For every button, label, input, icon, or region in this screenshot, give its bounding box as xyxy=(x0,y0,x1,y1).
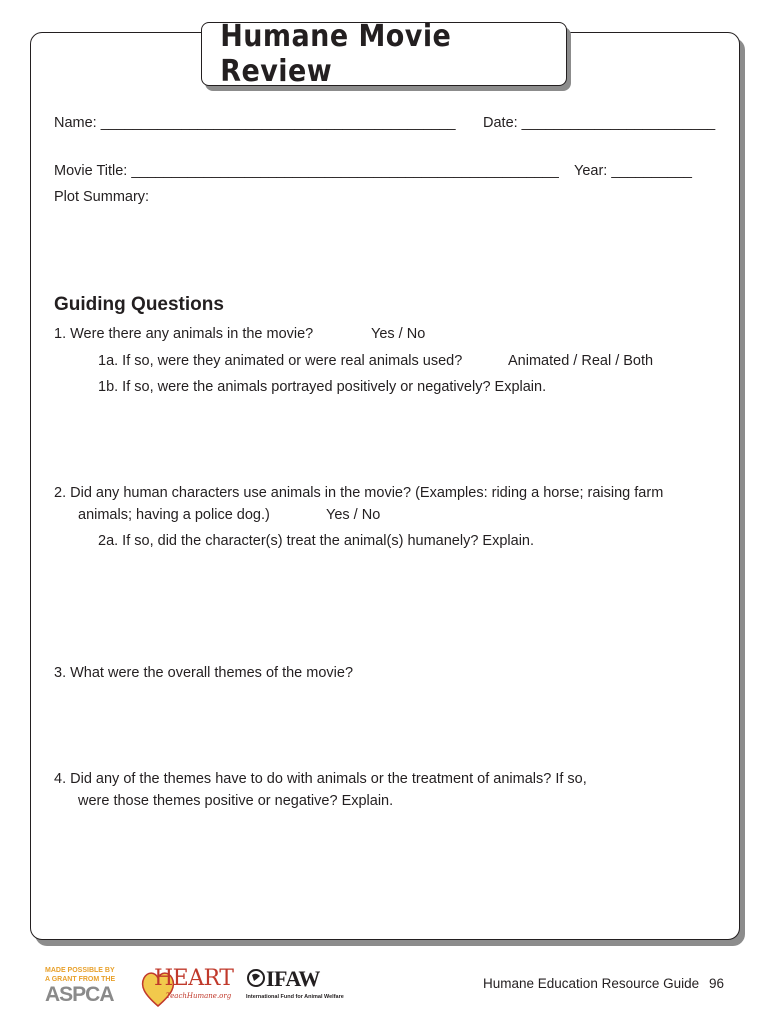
ifaw-globe-icon xyxy=(246,968,266,988)
aspca-name: ASPCA xyxy=(45,983,114,1006)
question-2-line-2: animals; having a police dog.) xyxy=(78,507,270,523)
plot-summary-label: Plot Summary: xyxy=(54,189,150,205)
date-field: Date: ________________________ xyxy=(483,115,716,131)
title-box xyxy=(201,19,567,89)
aspca-tagline-1: MADE POSSIBLE BY xyxy=(45,967,115,974)
question-2-line-1: 2. Did any human characters use animals in the movie? (Examples: riding a horse; raising farm xyxy=(54,485,664,501)
name-field: Name: ____________________________________________ xyxy=(54,115,456,131)
heart-logo xyxy=(140,962,240,1012)
question-1a: 1a. If so, were they animated or were real animals used? xyxy=(98,353,463,369)
question-1: 1. Were there any animals in the movie? xyxy=(54,326,314,342)
heart-url: TeachHumane.org xyxy=(166,992,232,1000)
page-title: Humane Movie Review xyxy=(220,19,452,89)
question-4-line-2: were those themes positive or negative? Explain. xyxy=(78,793,394,809)
aspca-tagline-2: A GRANT FROM THE xyxy=(45,976,116,983)
heart-name: HEART xyxy=(154,966,234,991)
movie-title-field: Movie Title: _____________________________________________________ xyxy=(54,163,559,179)
guide-title: Humane Education Resource Guide xyxy=(483,976,700,991)
question-1b: 1b. If so, were the animals portrayed positively or negatively? Explain. xyxy=(98,379,547,395)
year-field: Year: __________ xyxy=(574,163,692,179)
guiding-questions-heading: Guiding Questions xyxy=(54,294,224,315)
question-1-choices: Yes / No xyxy=(371,326,426,342)
question-4-line-1: 4. Did any of the themes have to do with animals or the treatment of animals? If so, xyxy=(54,771,587,787)
question-2a: 2a. If so, did the character(s) treat the animal(s) humanely? Explain. xyxy=(98,533,535,549)
question-3: 3. What were the overall themes of the movie? xyxy=(54,665,354,681)
ifaw-full-name: International Fund for Animal Welfare xyxy=(246,994,344,1000)
aspca-logo xyxy=(45,966,135,1006)
ifaw-name: IFAW xyxy=(266,966,320,991)
page-number: 96 xyxy=(709,976,725,991)
question-1a-choices: Animated / Real / Both xyxy=(508,353,654,369)
question-2-choices: Yes / No xyxy=(326,507,381,523)
